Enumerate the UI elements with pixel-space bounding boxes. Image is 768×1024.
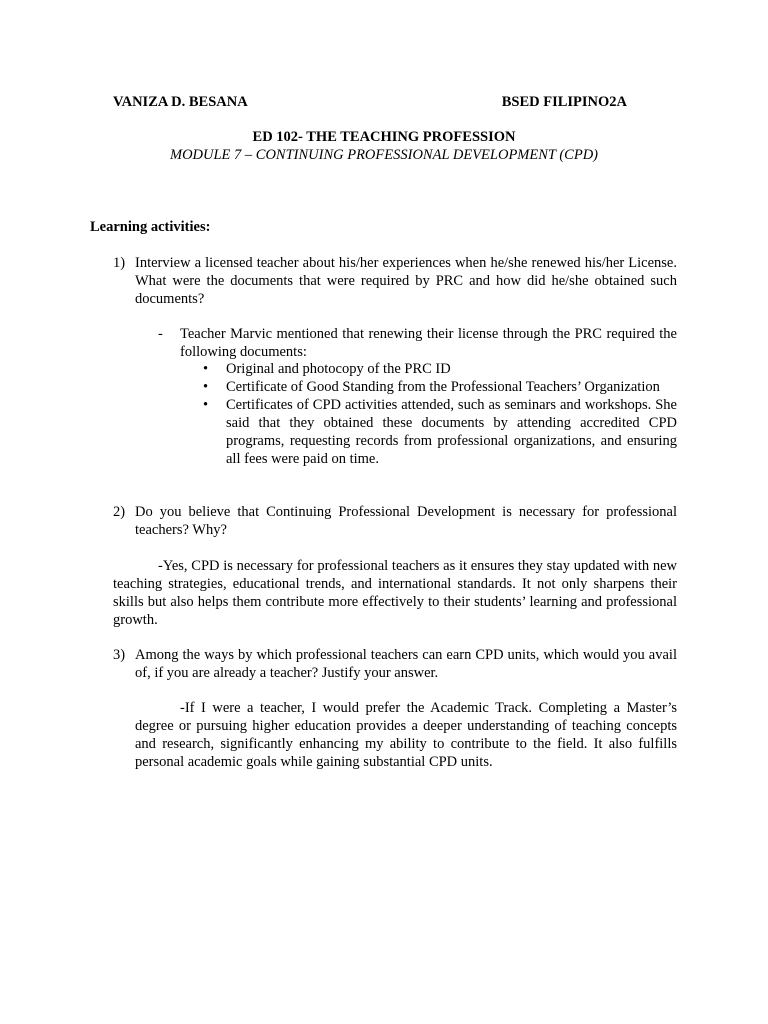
student-name: VANIZA D. BESANA	[113, 94, 248, 110]
list-item-text: Certificates of CPD activities attended, such as seminars and workshops. She said that they obtained these documents by attending accredited CPD programs, requesting records from professional organizations, and ensuring all fees were paid on time.	[226, 397, 677, 467]
document-list	[203, 360, 677, 468]
header-row	[113, 93, 627, 111]
question-text: Do you believe that Continuing Professional Development is necessary for professional teachers? Why?	[135, 504, 677, 538]
program-label: BSED FILIPINO2A	[501, 94, 627, 110]
section-heading: Learning activities:	[90, 219, 211, 235]
list-item-text: Original and photocopy of the PRC ID	[226, 361, 451, 377]
question-text: Among the ways by which professional teachers can earn CPD units, which would you avail of, if you are already a teacher? Justify your answer.	[135, 647, 677, 681]
module-title: MODULE 7 – CONTINUING PROFESSIONAL DEVELOPMENT (CPD)	[169, 147, 599, 163]
list-item	[203, 396, 677, 468]
question-3	[113, 646, 677, 682]
answer-1-intro	[158, 325, 677, 361]
bullet-icon: •	[203, 379, 209, 395]
bullet-icon: •	[203, 361, 209, 377]
dash-marker: -	[158, 326, 163, 342]
answer-1-intro-text: Teacher Marvic mentioned that renewing their license through the PRC required the following documents:	[180, 326, 677, 360]
answer-3: -If I were a teacher, I would prefer the Academic Track. Completing a Master’s degree or pursuing higher education provides a deeper understanding of teaching concepts and research, significantly enhancing my ability to contribute to the field. It also fulfills personal academic goals while gaining substantial CPD units.	[135, 700, 677, 770]
list-item	[203, 378, 677, 396]
question-number: 2)	[113, 504, 126, 520]
list-item-text: Certificate of Good Standing from the Professional Teachers’ Organization	[226, 379, 660, 395]
question-text: Interview a licensed teacher about his/her experiences when he/she renewed his/her License. What were the documents that were required by PRC and how did he/she obtained such documents?	[135, 255, 677, 307]
course-title: ED 102- THE TEACHING PROFESSION	[252, 129, 516, 145]
bullet-icon: •	[203, 397, 209, 413]
question-number: 1)	[113, 255, 126, 271]
list-item	[203, 360, 677, 378]
question-number: 3)	[113, 647, 126, 663]
answer-2: -Yes, CPD is necessary for professional teachers as it ensures they stay updated with new teaching strategies, educational trends, and international standards. It not only sharpens their skills but also helps them contribute more effectively to their students’ learning and professional growth.	[113, 558, 677, 628]
question-2	[113, 503, 677, 539]
question-1	[113, 254, 677, 308]
